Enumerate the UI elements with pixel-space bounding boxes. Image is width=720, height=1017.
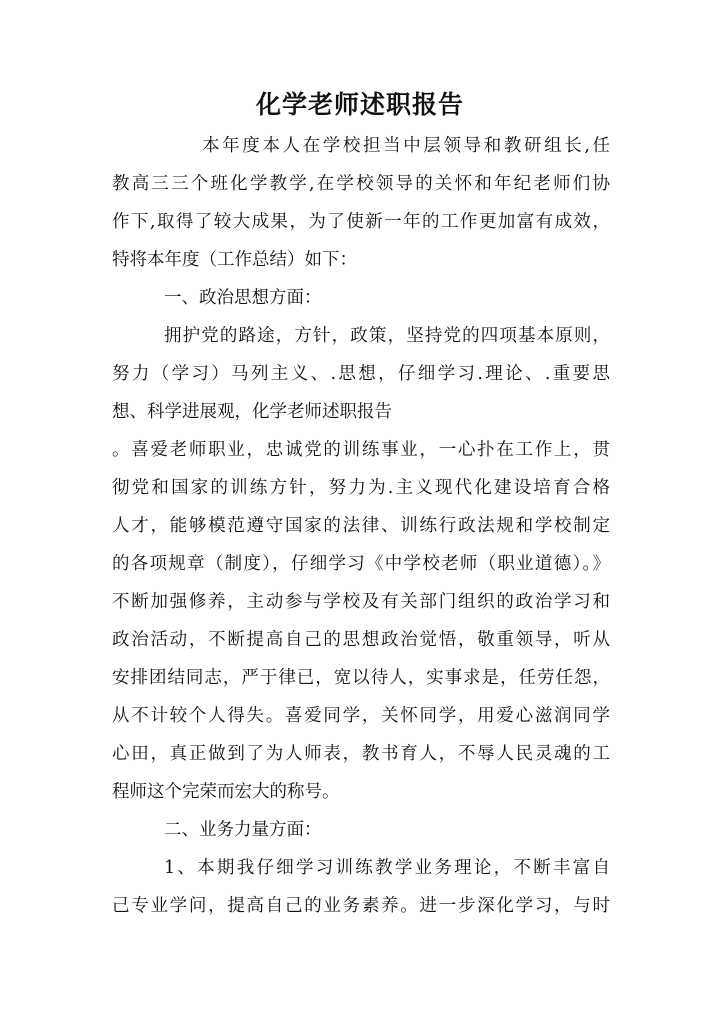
paragraph-line: 想、科学进展观，化学老师述职报告 [112,402,392,422]
paragraph-line: 努力（学习）马列主义、.思想，仔细学习.理论、.重要思 [112,364,610,384]
paragraph-line: 己专业学问，提高自己的业务素养。进一步深化学习，与时 [112,896,610,916]
paragraph-line: 拥护党的路途，方针，政策，坚持党的四项基本原则， [164,326,610,346]
document-body [112,127,610,925]
paragraph-line: 的各项规章（制度），仔细学习《中学校老师（职业道德）。》 [112,554,610,574]
paragraph-line: 。喜爱老师职业，忠诚党的训练事业，一心扑在工作上，贯 [112,440,610,460]
section-heading: 一、政治思想方面： [164,288,322,308]
paragraph-line: 人才，能够模范遵守国家的法律、训练行政法规和学校制定 [112,516,610,536]
paragraph-line: 教高三三个班化学教学,在学校领导的关怀和年纪老师们协 [112,174,610,194]
paragraph-line: 1、本期我仔细学习训练教学业务理论，不断丰富自 [164,858,610,878]
paragraph-line: 政治活动，不断提高自己的思想政治觉悟，敬重领导，听从 [112,630,610,650]
paragraph-line: 作下,取得了较大成果，为了使新一年的工作更加富有成效， [112,212,610,232]
section-heading: 二、业务力量方面： [164,820,322,840]
paragraph-line: 彻党和国家的训练方针，努力为.主义现代化建设培育合格 [112,478,610,498]
paragraph-line: 特将本年度（工作总结）如下： [112,250,357,270]
paragraph-line: 心田，真正做到了为人师表，教书育人，不辱人民灵魂的工 [112,744,610,764]
paragraph-line: 不断加强修养，主动参与学校及有关部门组织的政治学习和 [112,592,610,612]
paragraph-line: 从不计较个人得失。喜爱同学，关怀同学，用爱心滋润同学 [112,706,610,726]
paragraph-line: 本年度本人在学校担当中层领导和教研组长,任 [202,136,610,156]
paragraph-line: 安排团结同志，严于律已，宽以待人，实事求是，任劳任怨， [112,668,610,688]
document-title: 化学老师述职报告 [255,90,464,119]
paragraph-line: 程师这个完荣而宏大的称号。 [112,782,340,802]
